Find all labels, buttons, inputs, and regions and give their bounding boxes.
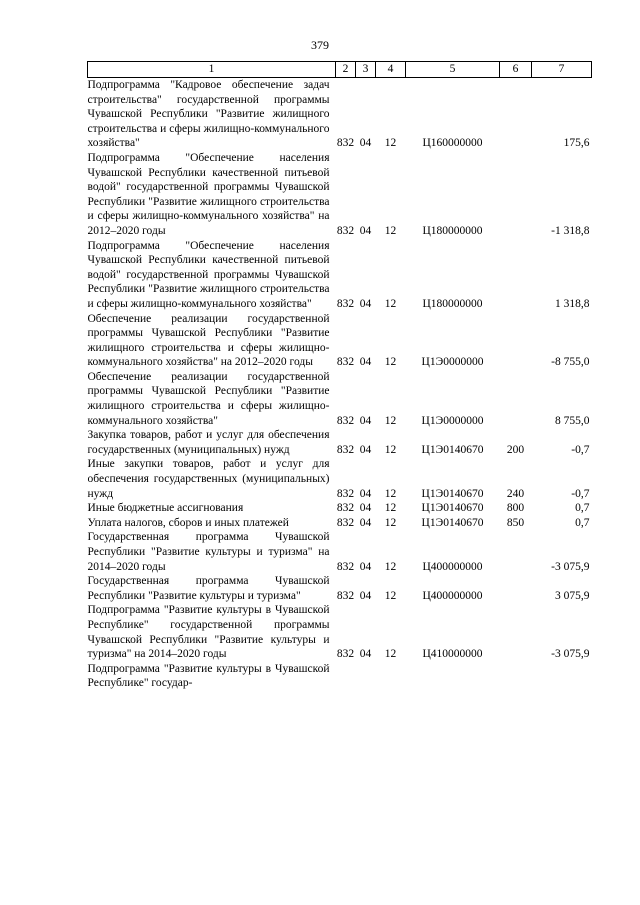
row-name-cell: Закупка товаров, работ и услуг для обеспечения государственных (муниципальных) нужд	[87, 429, 330, 456]
row-name-cell: Иные бюджетные ассигнования	[87, 502, 244, 515]
row-code-cell: 832	[336, 137, 355, 150]
row-amount-cell: 0,7	[575, 516, 590, 529]
row-amount-cell: -0,7	[571, 487, 590, 500]
row-code-cell: 832	[336, 648, 355, 661]
row-target-article-cell: Ц160000000	[422, 137, 483, 150]
row-name-cell: Подпрограмма "Обеспечение населения Чувашской Республики качественной питьевой водой" государственной программы Чувашской Республики "Развитие жилищного строительства и сферы жилищно-коммунального хозяйства"	[87, 239, 330, 310]
row-amount-cell: -0,7	[571, 443, 590, 456]
row-target-article-cell: Ц400000000	[422, 589, 483, 602]
row-expense-type-cell	[500, 662, 532, 691]
header-cell: 6	[500, 62, 532, 78]
budget-table	[87, 61, 592, 691]
table-row	[88, 370, 592, 428]
row-expense-type-cell	[500, 151, 532, 239]
row-subsection-cell: 12	[384, 137, 397, 150]
table-row	[88, 428, 592, 457]
row-expense-type-cell	[500, 312, 532, 370]
row-target-article-cell: Ц1Э0140670	[421, 487, 484, 500]
row-amount-cell: 0,7	[575, 502, 590, 515]
row-subsection-cell	[376, 662, 406, 691]
row-expense-type-cell: 800	[506, 502, 525, 515]
row-subsection-cell: 12	[384, 443, 397, 456]
row-name-cell: Уплата налогов, сборов и иных платежей	[87, 516, 289, 529]
row-code-cell: 832	[336, 224, 355, 237]
row-target-article-cell: Ц400000000	[422, 560, 483, 573]
row-name-cell: Подпрограмма "Обеспечение населения Чувашской Республики качественной питьевой водой" государственной программы Чувашской Республики "Развитие жилищного строительства и сферы жилищно-коммунального хозяйства" на 2012–2020 годы	[87, 151, 330, 237]
row-expense-type-cell	[500, 239, 532, 312]
row-amount-cell: -1 318,8	[551, 224, 590, 237]
row-subsection-cell: 12	[384, 648, 397, 661]
row-code-cell: 832	[336, 589, 355, 602]
row-expense-type-cell	[500, 574, 532, 603]
row-subsection-cell: 12	[384, 297, 397, 310]
row-expense-type-cell: 240	[506, 487, 525, 500]
row-code-cell: 832	[336, 443, 355, 456]
row-name-cell: Обеспечение реализации государственной программы Чувашской Республики "Развитие жилищного строительства и сферы жилищно-коммунального хозяйства" на 2012–2020 годы	[87, 312, 330, 369]
row-section-cell: 04	[359, 516, 372, 529]
row-expense-type-cell	[500, 603, 532, 661]
row-section-cell: 04	[359, 414, 372, 427]
header-cell: 2	[336, 62, 356, 78]
row-subsection-cell: 12	[384, 356, 397, 369]
row-section-cell: 04	[359, 297, 372, 310]
page-number: 379	[311, 38, 329, 52]
table-row	[88, 516, 592, 531]
row-amount-cell: 1 318,8	[555, 297, 590, 310]
row-section-cell	[356, 662, 376, 691]
table-row	[88, 239, 592, 312]
row-expense-type-cell: 850	[506, 516, 525, 529]
row-section-cell: 04	[359, 589, 372, 602]
header-cell: 4	[376, 62, 406, 78]
header-cell: 5	[406, 62, 500, 78]
header-cell: 1	[88, 62, 336, 78]
row-subsection-cell: 12	[384, 224, 397, 237]
table-row	[88, 78, 592, 151]
row-name-cell: Государственная программа Чувашской Республики "Развитие культуры и туризма"	[87, 575, 330, 602]
table-row	[88, 312, 592, 370]
table-row	[88, 662, 592, 691]
row-code-cell: 832	[336, 356, 355, 369]
row-subsection-cell: 12	[384, 516, 397, 529]
row-subsection-cell: 12	[384, 560, 397, 573]
table-row	[88, 530, 592, 574]
row-name-cell: Подпрограмма "Развитие культуры в Чувашской Республике" государственной программы Чувашской Республики "Развитие культуры и туризма" на 2014–2020 годы	[87, 604, 330, 661]
row-code-cell: 832	[336, 487, 355, 500]
row-name-cell: Обеспечение реализации государственной программы Чувашской Республики "Развитие жилищного строительства и сферы жилищно-коммунального хозяйства"	[87, 370, 330, 427]
row-target-article-cell: Ц180000000	[422, 224, 483, 237]
row-section-cell: 04	[359, 224, 372, 237]
row-code-cell: 832	[336, 560, 355, 573]
header-row	[88, 62, 592, 78]
table-row	[88, 151, 592, 239]
table-row	[88, 457, 592, 501]
row-section-cell: 04	[359, 502, 372, 515]
row-expense-type-cell	[500, 78, 532, 151]
table-row	[88, 603, 592, 661]
row-amount-cell: -3 075,9	[551, 560, 590, 573]
row-code-cell: 832	[336, 502, 355, 515]
row-name-cell: Подпрограмма "Кадровое обеспечение задач строительства" государственной программы Чувашской Республики "Развитие жилищного строительства и сферы жилищно-коммунального хозяйства"	[87, 79, 330, 150]
row-name-cell: Подпрограмма "Развитие культуры в Чувашской Республике" государ-	[87, 662, 330, 690]
row-target-article-cell	[406, 662, 500, 691]
row-target-article-cell: Ц1Э0000000	[421, 414, 484, 427]
row-subsection-cell: 12	[384, 414, 397, 427]
row-amount-cell: -8 755,0	[551, 356, 590, 369]
row-section-cell: 04	[359, 137, 372, 150]
header-cell: 7	[532, 62, 592, 78]
row-amount-cell: -3 075,9	[551, 648, 590, 661]
row-section-cell: 04	[359, 356, 372, 369]
row-code-cell: 832	[336, 516, 355, 529]
header-cell: 3	[356, 62, 376, 78]
row-section-cell: 04	[359, 487, 372, 500]
row-amount-cell: 175,6	[563, 137, 590, 150]
row-name-cell: Иные закупки товаров, работ и услуг для обеспечения государственных (муниципальных) нужд	[87, 458, 330, 500]
row-code-cell: 832	[336, 414, 355, 427]
row-expense-type-cell: 200	[506, 443, 525, 456]
row-target-article-cell: Ц1Э0000000	[421, 356, 484, 369]
row-target-article-cell: Ц180000000	[422, 297, 483, 310]
table-body	[88, 78, 592, 691]
row-amount-cell: 3 075,9	[555, 589, 590, 602]
row-expense-type-cell	[500, 370, 532, 428]
table-row	[88, 501, 592, 516]
row-section-cell: 04	[359, 648, 372, 661]
row-code-cell	[336, 662, 356, 691]
row-amount-cell	[532, 662, 592, 691]
row-code-cell: 832	[336, 297, 355, 310]
row-section-cell: 04	[359, 560, 372, 573]
row-expense-type-cell	[500, 530, 532, 574]
row-subsection-cell: 12	[384, 589, 397, 602]
row-target-article-cell: Ц1Э0140670	[421, 516, 484, 529]
row-target-article-cell: Ц1Э0140670	[421, 443, 484, 456]
row-subsection-cell: 12	[384, 487, 397, 500]
row-target-article-cell: Ц1Э0140670	[421, 502, 484, 515]
row-subsection-cell: 12	[384, 502, 397, 515]
table-row	[88, 574, 592, 603]
row-section-cell: 04	[359, 443, 372, 456]
row-name-cell: Государственная программа Чувашской Республики "Развитие культуры и туризма" на 2014–2020 годы	[87, 531, 330, 573]
row-amount-cell: 8 755,0	[555, 414, 590, 427]
row-target-article-cell: Ц410000000	[422, 648, 483, 661]
